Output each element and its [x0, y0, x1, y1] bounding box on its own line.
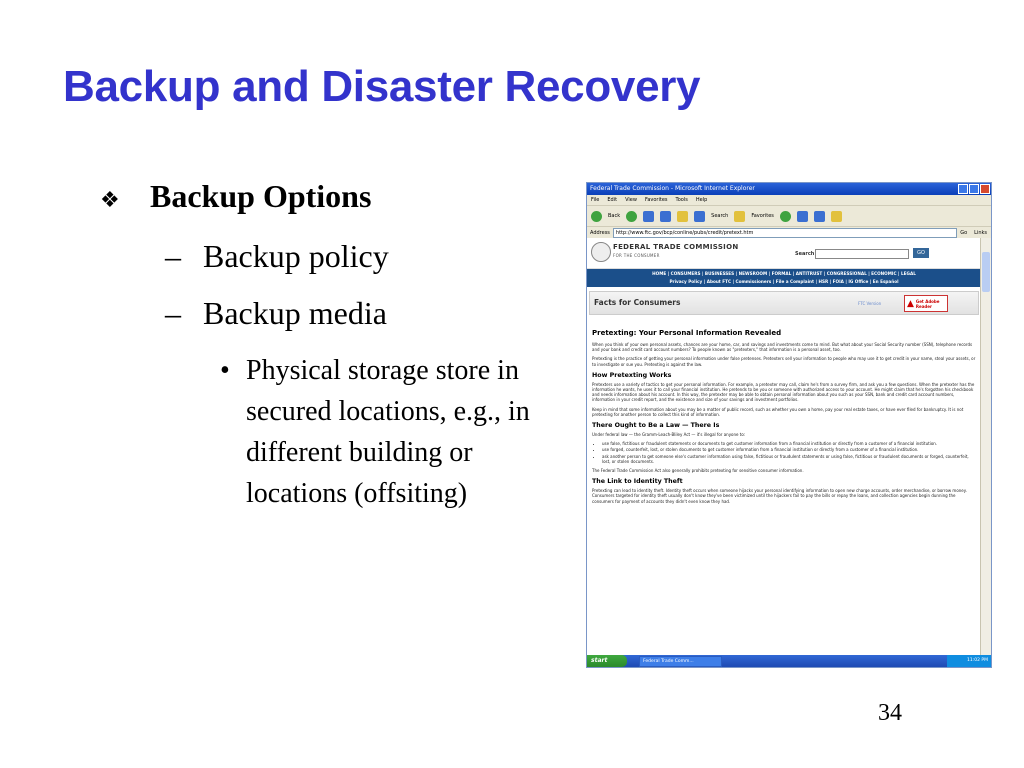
menu-help[interactable]: Help [695, 197, 708, 203]
bullet-backup-options [100, 178, 371, 215]
start-button[interactable]: start [587, 655, 627, 667]
browser-screenshot [586, 182, 992, 668]
stop-icon[interactable] [643, 211, 654, 222]
ftc-version-link[interactable]: FTC Version [858, 301, 882, 306]
mail-icon[interactable] [797, 211, 808, 222]
article-title: Pretexting: Your Personal Information Revealed [592, 329, 782, 337]
address-go-button[interactable]: Go [960, 229, 968, 236]
window-title: Federal Trade Commission - Microsoft Internet Explorer [590, 185, 755, 192]
page-number: 34 [878, 700, 902, 726]
forward-icon[interactable] [626, 211, 637, 222]
ftc-seal-icon [591, 242, 611, 262]
list-item: • use forged, counterfeit, lost, or stolen documents to get customer information from a financial institution or directly from a customer of a financial institution. [602, 447, 976, 452]
adobe-label: Get Adobe Reader [915, 298, 940, 309]
adobe-icon: ▲ [907, 298, 914, 309]
article-heading: How Pretexting Works [592, 371, 672, 379]
taskbar-item[interactable]: Federal Trade Comm... [639, 656, 722, 667]
menu-favorites[interactable]: Favorites [644, 197, 668, 203]
search-label[interactable]: Search [711, 213, 729, 219]
site-search-label: Search [795, 251, 815, 257]
article-heading: The Link to Identity Theft [592, 478, 683, 486]
article-list [592, 441, 976, 464]
article-paragraph: The Federal Trade Commission Act also generally prohibits pretexting for sensitive consumer information. [592, 468, 804, 474]
minimize-icon[interactable] [958, 184, 968, 194]
folder-icon[interactable] [831, 211, 842, 222]
site-search-input[interactable] [815, 249, 909, 259]
browser-toolbar [587, 205, 991, 226]
favorites-label[interactable]: Favorites [751, 213, 774, 219]
window-controls [958, 184, 990, 194]
article-paragraph: Pretexting is the practice of getting your personal information under false pretenses. Pretexters sell your information to people who may use it to get credit in your name, steal your assets, or to investigate or sue you. Pretexting is against the law. [592, 356, 976, 367]
article-paragraph: When you think of your own personal assets, chances are your home, car, and savings and investments come to mind. But what about your Social Security number (SSN), telephone records and your bank and credit card account numbers? To people known as "pretexters," that information is a personal asset, too. [592, 342, 973, 353]
subsub-bullet-text: Physical storage store in secured locations, e.g., in different building or locations (offsiting) [246, 355, 530, 509]
menu-view[interactable]: View [625, 197, 637, 203]
sub-bullet-policy [165, 238, 389, 275]
dash-marker: – [165, 295, 181, 331]
nav-row-primary[interactable]: HOME | CONSUMERS | BUSINESSES | NEWSROOM | FORMAL | ANTITRUST | CONGRESSIONAL | ECONOMIC | LEGAL [652, 271, 916, 276]
article-heading: There Ought to Be a Law — There Is [592, 422, 720, 430]
list-item: • ask another person to get someone else's customer information using false, fictitious or fraudulent statements or using false, fictitious or fraudulent documents or forged, counterfeit, lost, or stolen documents. [602, 454, 976, 464]
menu-bar [587, 195, 991, 205]
dash-marker: – [165, 238, 181, 274]
maximize-icon[interactable] [969, 184, 979, 194]
page-content [587, 238, 981, 655]
list-item: • use false, fictitious or fraudulent statements or documents to get customer information from a financial institution or directly from a customer of a financial institution. [602, 441, 976, 446]
address-input[interactable]: http://www.ftc.gov/bcp/conline/pubs/credit/pretext.htm [613, 228, 957, 238]
diamond-bullet-icon: ❖ [100, 187, 120, 212]
ftc-header [587, 238, 981, 269]
menu-file[interactable]: File [591, 197, 600, 203]
bullet-text: Backup Options [150, 178, 372, 214]
window-titlebar [587, 183, 991, 195]
menu-tools[interactable]: Tools [675, 197, 688, 203]
article-paragraph: Pretexting can lead to identity theft. Identity theft occurs when someone hijacks your personal identifying information to open new charge accounts, order merchandise, or borrow money. Consumers targeted for identity theft usually don't know they've been victimized until the hijackers fail to pay the bills or repay the loans, and collection agencies begin dunning the consumers for payment of accounts they didn't even know they had. [592, 488, 967, 504]
taskbar [587, 655, 991, 667]
site-go-button[interactable]: GO [913, 248, 929, 258]
article-paragraph: Under federal law — the Gramm-Leach-Bliley Act — it's illegal for anyone to: [592, 432, 746, 438]
print-icon[interactable] [814, 211, 825, 222]
address-bar [587, 226, 991, 238]
search-icon[interactable] [694, 211, 705, 222]
ftc-subname: FOR THE CONSUMER [613, 253, 660, 258]
close-icon[interactable] [980, 184, 990, 194]
taskbar-clock: 11:02 PM [947, 655, 991, 667]
sub-bullet-media [165, 295, 387, 332]
address-label: Address [590, 229, 610, 236]
subsub-bullet-storage [220, 350, 546, 514]
dot-marker: • [220, 355, 230, 386]
sub-bullet-text: Backup policy [203, 238, 389, 274]
ftc-name: FEDERAL TRADE COMMISSION [613, 243, 739, 251]
refresh-icon[interactable] [660, 211, 671, 222]
article-paragraph: Pretexters use a variety of tactics to get your personal information. For example, a pretexter may call, claim he's from a survey firm, and ask you a few questions. When the pretexter has the information he wants, he uses it to call your financial institution. He pretends to be you or someone with authorized access to your account. He might claim that he's forgotten his checkbook and needs information about his account. In this way, the pretexter may be able to obtain personal information about you such as your SSN, bank and credit card account numbers, information in your credit report, and the existence and size of your savings and investment portfolios. [592, 381, 975, 403]
history-icon[interactable] [780, 211, 791, 222]
back-label[interactable]: Back [608, 213, 621, 219]
scrollbar[interactable] [980, 238, 991, 655]
nav-row-secondary[interactable]: Privacy Policy | About FTC | Commissioners | File a Complaint | HSR | FOIA | IG Office | En Español [669, 279, 899, 284]
menu-edit[interactable]: Edit [607, 197, 618, 203]
links-button[interactable]: Links [974, 229, 987, 236]
home-icon[interactable] [677, 211, 688, 222]
article-paragraph: Keep in mind that some information about you may be a matter of public record, such as whether you own a home, pay your real estate taxes, or have ever filed for bankruptcy. It is not pretexting for another person to collect this kind of information. [592, 406, 964, 417]
article [587, 319, 981, 510]
facts-title: Facts for Consumers [594, 298, 681, 307]
slide-title: Backup and Disaster Recovery [63, 62, 701, 111]
sub-bullet-text: Backup media [203, 295, 387, 331]
favorites-icon[interactable] [734, 211, 745, 222]
site-nav [587, 269, 981, 287]
facts-banner [589, 291, 979, 315]
back-icon[interactable] [591, 211, 602, 222]
scrollbar-thumb[interactable] [982, 252, 990, 292]
adobe-reader-badge[interactable] [904, 295, 948, 312]
